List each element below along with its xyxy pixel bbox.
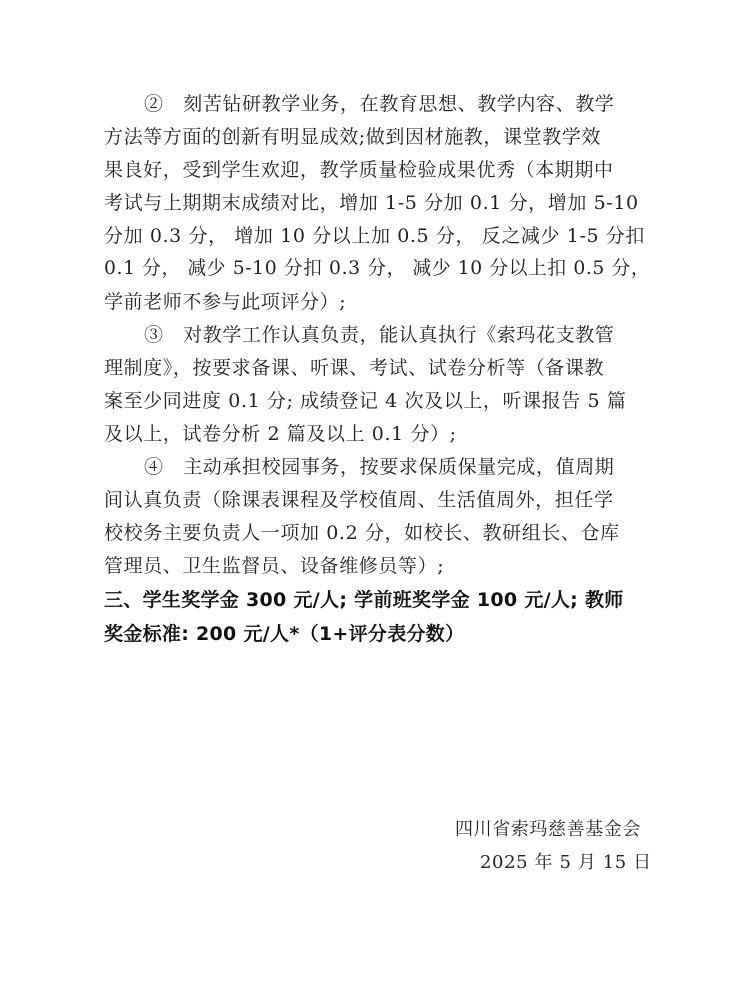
item3-line-2: 理制度》，按要求备课、听课、考试、试卷分析等（备课教 — [104, 357, 605, 379]
item2-line-2: 方法等方面的创新有明显成效;做到因材施教，课堂教学效 — [104, 126, 602, 148]
signature-date: 2025 年 5 月 15 日 — [480, 852, 652, 873]
item2-line-5: 分加 0.3 分， 增加 10 分以上加 0.5 分， 反之减少 1-5 分扣 — [104, 225, 646, 247]
item2-line-6: 0.1 分， 减少 5-10 分扣 0.3 分， 减少 10 分以上扣 0.5 分， — [104, 258, 651, 279]
item2-line-1: ② 刻苦钻研教学业务，在教育思想、教学内容、教学 — [144, 93, 615, 115]
item2-line-7: 学前老师不参与此项评分）; — [104, 291, 347, 313]
item4-line-4: 管理员、卫生监督员、设备维修员等）; — [104, 555, 445, 577]
item2-line-4: 考试与上期期末成绩对比，增加 1-5 分加 0.1 分，增加 5-10 — [104, 192, 639, 214]
item4-line-1: ④ 主动承担校园事务，按要求保质保量完成，值周期 — [144, 456, 615, 478]
item4-line-3: 校校务主要负责人一项加 0.2 分，如校长、教研组长、仓库 — [104, 522, 620, 544]
section3-line-2: 奖金标准: 200 元/人*（1+评分表分数） — [104, 623, 465, 645]
item3-line-4: 及以上，试卷分析 2 篇及以上 0.1 分）; — [104, 423, 457, 445]
signature-organization: 四川省索玛慈善基金会 — [455, 819, 641, 840]
item4-line-2: 间认真负责（除课表课程及学校值周、生活值周外，担任学 — [104, 489, 614, 511]
item3-line-3: 案至少同进度 0.1 分; 成绩登记 4 次及以上，听课报告 5 篇 — [104, 390, 627, 412]
item3-line-1: ③ 对教学工作认真负责，能认真执行《索玛花支教管 — [144, 324, 615, 346]
item2-line-3: 果良好，受到学生欢迎，教学质量检验成果优秀（本期期中 — [104, 159, 614, 181]
section3-line-1: 三、学生奖学金 300 元/人; 学前班奖学金 100 元/人; 教师 — [104, 589, 624, 611]
